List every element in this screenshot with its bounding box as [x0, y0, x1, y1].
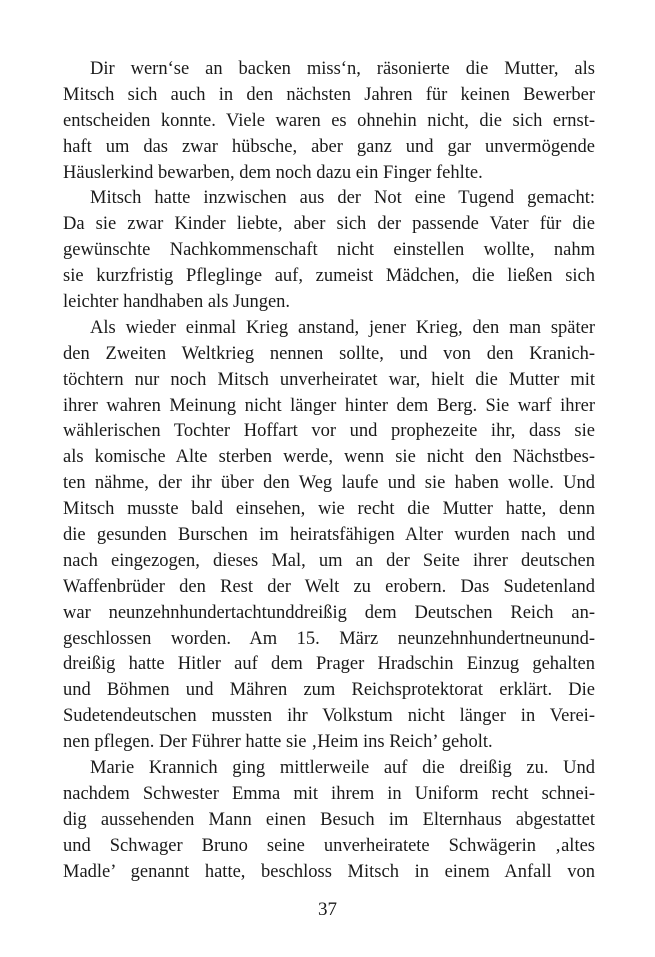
text-line: Waffenbrüder den Rest der Welt zu erobern. Das Sudetenland [63, 576, 595, 597]
body-text [63, 57, 595, 886]
text-line: dreißig hatte Hitler auf dem Prager Hradschin Einzug gehalten [63, 654, 595, 675]
text-line: Mitsch hatte inzwischen aus der Not eine Tugend gemacht: [90, 188, 595, 209]
text-line: nach eingezogen, dieses Mal, um an der Seite ihrer deutschen [63, 550, 595, 571]
text-line: ten nähme, der ihr über den Weg laufe und sie haben wolle. Und [63, 473, 595, 494]
text-line: Da sie zwar Kinder liebte, aber sich der passende Vater für die [63, 214, 595, 235]
text-line: die gesunden Burschen im heiratsfähigen Alter wurden nach und [63, 525, 595, 546]
text-line: als komische Alte sterben werde, wenn sie nicht den Nächstbes- [63, 447, 595, 468]
text-line: Mitsch musste bald einsehen, wie recht die Mutter hatte, denn [63, 499, 595, 520]
text-line: Dir wern‘se an backen miss‘n, räsonierte die Mutter, als [90, 59, 595, 79]
text-line: war neunzehnhundertachtunddreißig dem Deutschen Reich an- [63, 602, 595, 623]
text-line: gewünschte Nachkommenschaft nicht einstellen wollte, nahm [63, 240, 595, 261]
text-line: Mitsch sich auch in den nächsten Jahren für keinen Bewerber [63, 84, 595, 105]
text-line: leichter handhaben als Jungen. [63, 292, 291, 313]
text-line: Häuslerkind bewarben, dem noch dazu ein Finger fehlte. [63, 162, 483, 183]
text-line: nen pflegen. Der Führer hatte sie ‚Heim ins Reich’ geholt. [63, 732, 493, 753]
text-line: Marie Krannich ging mittlerweile auf die dreißig zu. Und [90, 758, 595, 779]
text-line: haft um das zwar hübsche, aber ganz und gar unvermögende [63, 136, 595, 157]
text-line: sie kurzfristig Pfleglinge auf, zumeist Mädchen, die ließen sich [63, 266, 595, 287]
text-line: Sudetendeutschen mussten ihr Volkstum nicht länger in Verei- [63, 706, 595, 727]
text-line: Als wieder einmal Krieg anstand, jener Krieg, den man später [90, 317, 595, 338]
text-line: ihrer wahren Meinung nicht länger hinter dem Berg. Sie warf ihrer [63, 395, 595, 416]
text-line: wählerischen Tochter Hoffart vor und prophezeite ihr, dass sie [63, 421, 595, 442]
text-line: nachdem Schwester Emma mit ihrem in Uniform recht schnei- [63, 783, 595, 804]
text-line: geschlossen worden. Am 15. März neunzehnhundertneunund- [63, 628, 595, 649]
page-number: 37 [318, 899, 337, 920]
text-line: den Zweiten Weltkrieg nennen sollte, und von den Kranich- [63, 343, 595, 364]
text-line: töchtern nur noch Mitsch unverheiratet war, hielt die Mutter mit [63, 369, 595, 390]
text-line: und Schwager Bruno seine unverheiratete Schwägerin ‚altes [63, 835, 595, 856]
text-line: dig aussehenden Mann einen Besuch im Elternhaus abgestattet [63, 809, 595, 830]
text-line: und Böhmen und Mähren zum Reichsprotektorat erklärt. Die [63, 680, 595, 701]
text-line: entscheiden konnte. Viele waren es ohnehin nicht, die sich ernst- [63, 110, 595, 131]
text-line: Madle’ genannt hatte, beschloss Mitsch in einem Anfall von [63, 861, 595, 882]
